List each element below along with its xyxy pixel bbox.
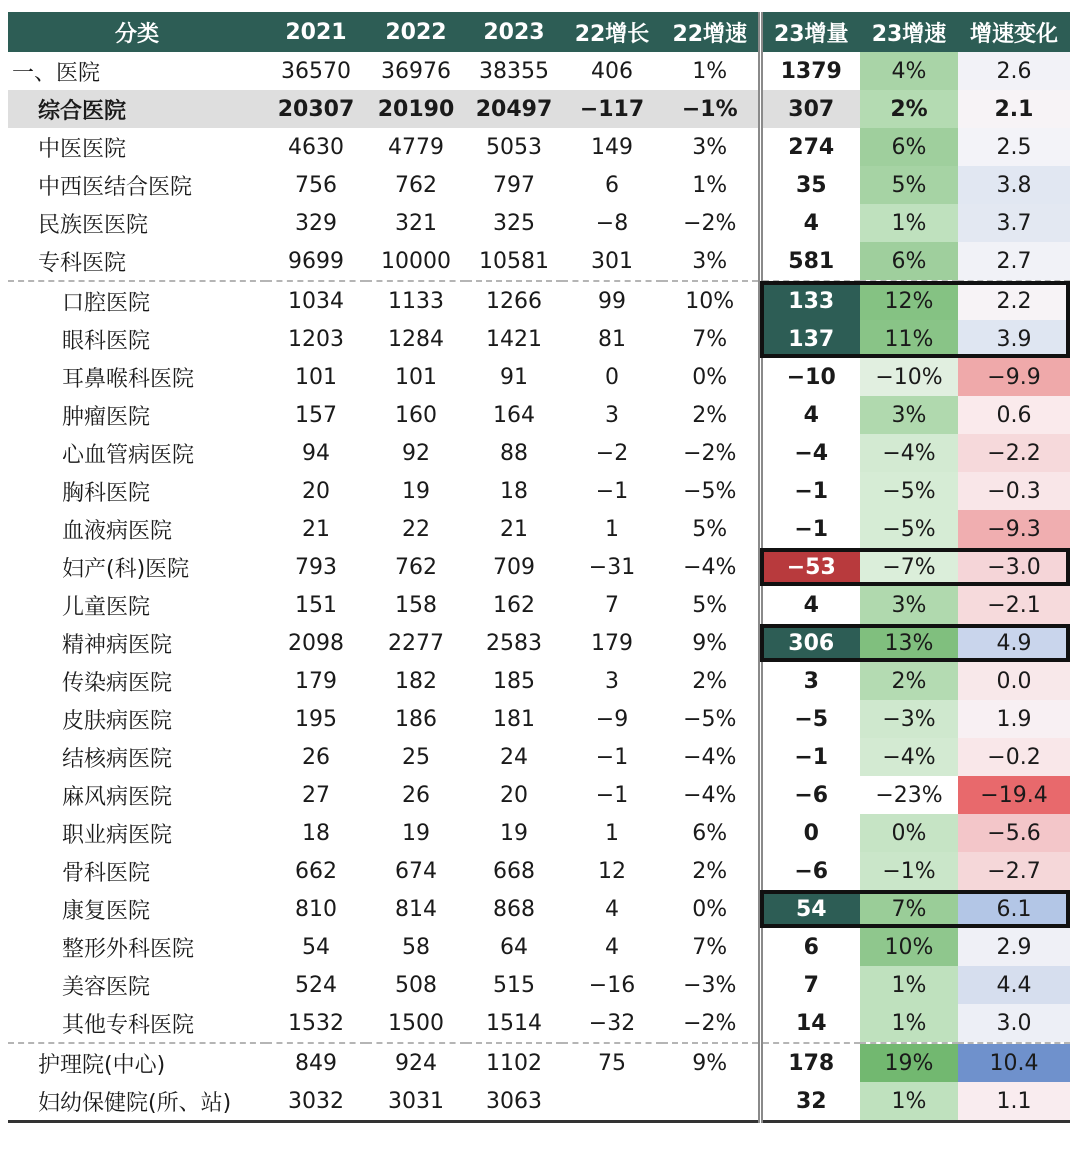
table-row	[8, 1082, 1070, 1122]
increment-23-cell: −6	[760, 852, 860, 890]
rate-23-cell: 13%	[860, 624, 958, 662]
category-cell: 精神病医院	[62, 632, 173, 658]
value-2023-cell: 21	[500, 516, 528, 542]
value-2023-cell: 709	[493, 554, 535, 580]
rate-23-cell: −1%	[860, 852, 958, 890]
value-2021-cell: 151	[295, 592, 337, 618]
table-row	[8, 624, 1070, 662]
category-cell: 民族医医院	[38, 212, 149, 238]
value-2022-cell: 36976	[381, 58, 451, 84]
table-row	[8, 166, 1070, 204]
header-2023: 2023	[466, 12, 562, 52]
table-row	[8, 52, 1070, 90]
growth-22-cell: 4	[605, 896, 619, 922]
growth-22-cell: 3	[605, 402, 619, 428]
category-cell: 妇幼保健院(所、站)	[8, 1082, 266, 1122]
value-2023-cell: 1514	[466, 1004, 562, 1043]
table-row	[8, 1043, 1070, 1082]
rate-change-cell: −3.0	[958, 548, 1070, 586]
rate-22-cell: 6%	[692, 820, 728, 846]
value-2023-cell: 1102	[486, 1050, 542, 1076]
value-2022-cell: 508	[395, 972, 437, 998]
growth-22-cell: −8	[595, 210, 629, 236]
value-2022-cell: 2277	[388, 630, 444, 656]
rate-22-cell: −4%	[683, 554, 737, 580]
category-cell: 职业病医院	[62, 822, 173, 848]
rate-23-cell: 2%	[860, 662, 958, 700]
rate-change-cell: 3.0	[958, 1004, 1070, 1043]
growth-22-cell: 0	[605, 364, 619, 390]
value-2022-cell: 158	[395, 592, 437, 618]
rate-change-cell: 2.7	[958, 242, 1070, 281]
value-2021-cell: 54	[302, 934, 330, 960]
rate-22-cell: 2%	[692, 858, 728, 884]
category-cell: 耳鼻喉科医院	[62, 366, 195, 392]
growth-22-cell: 179	[591, 630, 633, 656]
growth-22-cell: −117	[562, 90, 662, 128]
increment-23-cell: 3	[760, 662, 860, 700]
increment-23-cell: 4	[760, 204, 860, 242]
rate-22-cell: −2%	[683, 210, 737, 236]
value-2023-cell: 185	[493, 668, 535, 694]
value-2023-cell: 164	[493, 402, 535, 428]
value-2022-cell: 22	[402, 516, 430, 542]
rate-22-cell: −3%	[683, 972, 737, 998]
value-2022-cell: 26	[402, 782, 430, 808]
growth-22-cell: −2	[595, 440, 629, 466]
table-row	[8, 281, 1070, 320]
table-row	[8, 90, 1070, 128]
rate-23-cell: 1%	[860, 1004, 958, 1043]
rate-change-cell: −2.7	[958, 852, 1070, 890]
category-cell: 血液病医院	[62, 518, 173, 544]
value-2021-cell: 329	[295, 210, 337, 236]
rate-23-cell: 11%	[860, 320, 958, 358]
value-2023-cell: 2583	[486, 630, 542, 656]
value-2023-cell: 868	[493, 896, 535, 922]
category-cell: 皮肤病医院	[62, 708, 173, 734]
category-cell: 妇产(科)医院	[62, 556, 190, 582]
value-2023-cell: 668	[493, 858, 535, 884]
rate-23-cell: 7%	[860, 890, 958, 928]
value-2021-cell: 1034	[288, 288, 344, 314]
value-2021-cell: 20307	[266, 90, 366, 128]
table-row	[8, 928, 1070, 966]
rate-23-cell: 3%	[860, 586, 958, 624]
value-2021-cell: 157	[295, 402, 337, 428]
growth-22-cell: −1	[595, 744, 629, 770]
rate-23-cell: 5%	[860, 166, 958, 204]
value-2022-cell: 674	[395, 858, 437, 884]
table-row	[8, 510, 1070, 548]
growth-22-cell: 7	[605, 592, 619, 618]
rate-22-cell: −4%	[683, 782, 737, 808]
table-row	[8, 586, 1070, 624]
value-2022-cell: 321	[395, 210, 437, 236]
rate-change-cell: −9.9	[958, 358, 1070, 396]
value-2023-cell: 1421	[486, 326, 542, 352]
value-2021-cell: 810	[295, 896, 337, 922]
value-2021-cell: 101	[295, 364, 337, 390]
rate-22-cell: −1%	[662, 90, 760, 128]
increment-23-cell: 4	[760, 586, 860, 624]
rate-change-cell: −2.2	[958, 434, 1070, 472]
growth-22-cell: 4	[605, 934, 619, 960]
header-2021: 2021	[266, 12, 366, 52]
value-2023-cell: 91	[500, 364, 528, 390]
table-row	[8, 548, 1070, 586]
value-2023-cell: 181	[493, 706, 535, 732]
table-row	[8, 890, 1070, 928]
value-2022-cell: 20190	[366, 90, 466, 128]
value-2022-cell: 762	[395, 172, 437, 198]
increment-23-cell: −1	[760, 738, 860, 776]
value-2021-cell: 26	[302, 744, 330, 770]
category-cell: 传染病医院	[62, 670, 173, 696]
header-row	[8, 12, 1070, 52]
rate-change-cell: 3.7	[958, 204, 1070, 242]
rate-23-cell: 12%	[860, 281, 958, 320]
increment-23-cell: −1	[760, 472, 860, 510]
growth-22-cell: −9	[595, 706, 629, 732]
header-22-growth: 22增长	[562, 12, 662, 52]
category-cell: 一、医院	[12, 60, 101, 86]
rate-22-cell: 5%	[692, 592, 728, 618]
value-2023-cell: 24	[500, 744, 528, 770]
increment-23-cell: 35	[760, 166, 860, 204]
growth-22-cell: 1	[605, 820, 619, 846]
value-2022-cell: 814	[395, 896, 437, 922]
table-row	[8, 242, 1070, 281]
value-2022-cell: 182	[395, 668, 437, 694]
growth-22-cell: 3	[605, 668, 619, 694]
rate-23-cell: 1%	[860, 1082, 958, 1122]
value-2021-cell: 18	[302, 820, 330, 846]
rate-22-cell: 2%	[692, 668, 728, 694]
table-row	[8, 358, 1070, 396]
value-2023-cell: 88	[500, 440, 528, 466]
growth-22-cell: 406	[591, 58, 633, 84]
table-row	[8, 966, 1070, 1004]
rate-22-cell: 2%	[692, 402, 728, 428]
rate-23-cell: −7%	[860, 548, 958, 586]
rate-22-cell: 1%	[692, 172, 728, 198]
growth-22-cell: 75	[598, 1050, 626, 1076]
rate-change-cell: 2.6	[958, 52, 1070, 90]
value-2021-cell: 94	[302, 440, 330, 466]
rate-22-cell: 9%	[692, 630, 728, 656]
rate-22-cell: −4%	[683, 744, 737, 770]
increment-23-cell: 306	[760, 624, 860, 662]
table-row	[8, 472, 1070, 510]
value-2021-cell: 1203	[288, 326, 344, 352]
rate-22-cell: 0%	[692, 364, 728, 390]
category-cell: 肿瘤医院	[62, 404, 151, 430]
value-2022-cell: 10000	[366, 242, 466, 281]
rate-23-cell: −3%	[860, 700, 958, 738]
value-2021-cell: 849	[295, 1050, 337, 1076]
table-row	[8, 852, 1070, 890]
growth-22-cell: 81	[598, 326, 626, 352]
value-2022-cell: 92	[402, 440, 430, 466]
rate-23-cell: 6%	[860, 128, 958, 166]
rate-23-cell: −5%	[860, 510, 958, 548]
value-2023-cell: 20	[500, 782, 528, 808]
growth-22-cell: 1	[605, 516, 619, 542]
rate-22-cell: 7%	[692, 934, 728, 960]
header-category: 分类	[8, 12, 266, 52]
growth-22-cell: −31	[588, 554, 636, 580]
increment-23-cell: 178	[760, 1043, 860, 1082]
rate-22-cell	[662, 1082, 760, 1122]
header-22-rate: 22增速	[662, 12, 760, 52]
category-cell: 骨科医院	[62, 860, 151, 886]
increment-23-cell: 274	[760, 128, 860, 166]
value-2022-cell: 19	[402, 820, 430, 846]
table-row	[8, 1004, 1070, 1043]
growth-22-cell: −1	[595, 782, 629, 808]
rate-23-cell: 3%	[860, 396, 958, 434]
value-2021-cell: 756	[295, 172, 337, 198]
rate-22-cell: −5%	[683, 478, 737, 504]
table-row	[8, 738, 1070, 776]
category-cell: 其他专科医院	[8, 1004, 266, 1043]
rate-23-cell: −4%	[860, 738, 958, 776]
increment-23-cell: 54	[760, 890, 860, 928]
value-2022-cell: 25	[402, 744, 430, 770]
rate-23-cell: 1%	[860, 966, 958, 1004]
value-2021-cell: 36570	[281, 58, 351, 84]
value-2023-cell: 19	[500, 820, 528, 846]
rate-change-cell: 1.9	[958, 700, 1070, 738]
table-row	[8, 434, 1070, 472]
value-2021-cell: 4630	[288, 134, 344, 160]
increment-23-cell: 137	[760, 320, 860, 358]
increment-23-cell: −1	[760, 510, 860, 548]
table-row	[8, 814, 1070, 852]
rate-23-cell: 1%	[860, 204, 958, 242]
rate-23-cell: −10%	[860, 358, 958, 396]
rate-23-cell: 19%	[860, 1043, 958, 1082]
rate-23-cell: −4%	[860, 434, 958, 472]
value-2023-cell: 3063	[466, 1082, 562, 1122]
increment-23-cell: −10	[760, 358, 860, 396]
value-2021-cell: 27	[302, 782, 330, 808]
rate-change-cell: −19.4	[958, 776, 1070, 814]
rate-change-cell: −9.3	[958, 510, 1070, 548]
rate-22-cell: 1%	[692, 58, 728, 84]
category-cell: 儿童医院	[62, 594, 151, 620]
rate-change-cell: −2.1	[958, 586, 1070, 624]
rate-22-cell: −2%	[662, 1004, 760, 1043]
table-row	[8, 204, 1070, 242]
rate-change-cell: 0.6	[958, 396, 1070, 434]
category-cell: 口腔医院	[62, 290, 151, 316]
rate-change-cell: 3.9	[958, 320, 1070, 358]
value-2021-cell: 524	[295, 972, 337, 998]
rate-change-cell: 2.9	[958, 928, 1070, 966]
rate-23-cell: 2%	[860, 90, 958, 128]
increment-23-cell: 6	[760, 928, 860, 966]
value-2022-cell: 186	[395, 706, 437, 732]
rate-change-cell: 1.1	[958, 1082, 1070, 1122]
value-2022-cell: 19	[402, 478, 430, 504]
category-cell: 中医医院	[38, 136, 127, 162]
value-2021-cell: 195	[295, 706, 337, 732]
increment-23-cell: 1379	[760, 52, 860, 90]
value-2023-cell: 325	[493, 210, 535, 236]
growth-22-cell	[562, 1082, 662, 1122]
value-2021-cell: 662	[295, 858, 337, 884]
rate-22-cell: 5%	[692, 516, 728, 542]
value-2022-cell: 1284	[388, 326, 444, 352]
rate-23-cell: 0%	[860, 814, 958, 852]
category-cell: 麻风病医院	[62, 784, 173, 810]
rate-23-cell: −23%	[860, 776, 958, 814]
category-cell: 综合医院	[8, 90, 266, 128]
header-2022: 2022	[366, 12, 466, 52]
header-23-increment: 23增量	[760, 12, 860, 52]
value-2022-cell: 160	[395, 402, 437, 428]
rate-23-cell: −5%	[860, 472, 958, 510]
increment-23-cell: 133	[760, 281, 860, 320]
table-row	[8, 776, 1070, 814]
growth-22-cell: −32	[562, 1004, 662, 1043]
growth-22-cell: 149	[591, 134, 633, 160]
growth-22-cell: 99	[598, 288, 626, 314]
category-cell: 康复医院	[62, 898, 151, 924]
category-cell: 心血管病医院	[62, 442, 195, 468]
value-2022-cell: 3031	[366, 1082, 466, 1122]
rate-change-cell: 2.2	[958, 281, 1070, 320]
header-rate-change: 增速变化	[958, 12, 1070, 52]
category-cell: 中西医结合医院	[38, 174, 193, 200]
increment-23-cell: 307	[760, 90, 860, 128]
value-2021-cell: 1532	[266, 1004, 366, 1043]
value-2023-cell: 20497	[466, 90, 562, 128]
increment-23-cell: −53	[760, 548, 860, 586]
rate-22-cell: 3%	[662, 242, 760, 281]
value-2023-cell: 162	[493, 592, 535, 618]
rate-22-cell: −2%	[683, 440, 737, 466]
value-2021-cell: 9699	[266, 242, 366, 281]
category-cell: 护理院(中心)	[38, 1052, 166, 1078]
rate-change-cell: 3.8	[958, 166, 1070, 204]
value-2023-cell: 10581	[466, 242, 562, 281]
rate-23-cell: 10%	[860, 928, 958, 966]
increment-23-cell: 7	[760, 966, 860, 1004]
value-2021-cell: 21	[302, 516, 330, 542]
value-2021-cell: 179	[295, 668, 337, 694]
value-2022-cell: 1500	[366, 1004, 466, 1043]
increment-23-cell: 14	[760, 1004, 860, 1043]
value-2022-cell: 1133	[388, 288, 444, 314]
increment-23-cell: 581	[760, 242, 860, 281]
rate-23-cell: 6%	[860, 242, 958, 281]
rate-change-cell: −0.2	[958, 738, 1070, 776]
increment-23-cell: 4	[760, 396, 860, 434]
rate-change-cell: −5.6	[958, 814, 1070, 852]
rate-change-cell: 4.4	[958, 966, 1070, 1004]
value-2023-cell: 38355	[479, 58, 549, 84]
value-2021-cell: 3032	[266, 1082, 366, 1122]
value-2023-cell: 5053	[486, 134, 542, 160]
category-cell: 眼科医院	[62, 328, 151, 354]
growth-22-cell: 12	[598, 858, 626, 884]
rate-change-cell: 10.4	[958, 1043, 1070, 1082]
value-2023-cell: 797	[493, 172, 535, 198]
table-row	[8, 700, 1070, 738]
hospital-statistics-table	[8, 12, 1070, 1123]
rate-change-cell: −0.3	[958, 472, 1070, 510]
category-cell: 专科医院	[8, 242, 266, 281]
category-cell: 结核病医院	[62, 746, 173, 772]
table-row	[8, 320, 1070, 358]
rate-change-cell: 2.1	[958, 90, 1070, 128]
value-2022-cell: 4779	[388, 134, 444, 160]
value-2021-cell: 2098	[288, 630, 344, 656]
rate-change-cell: 4.9	[958, 624, 1070, 662]
rate-22-cell: 10%	[685, 288, 735, 314]
value-2023-cell: 1266	[486, 288, 542, 314]
rate-change-cell: 6.1	[958, 890, 1070, 928]
value-2022-cell: 762	[395, 554, 437, 580]
rate-22-cell: −5%	[683, 706, 737, 732]
value-2021-cell: 793	[295, 554, 337, 580]
increment-23-cell: 0	[760, 814, 860, 852]
growth-22-cell: −1	[595, 478, 629, 504]
value-2022-cell: 101	[395, 364, 437, 390]
increment-23-cell: 32	[760, 1082, 860, 1122]
growth-22-cell: 301	[562, 242, 662, 281]
growth-22-cell: 6	[605, 172, 619, 198]
rate-23-cell: 4%	[860, 52, 958, 90]
value-2022-cell: 924	[395, 1050, 437, 1076]
value-2023-cell: 515	[493, 972, 535, 998]
value-2022-cell: 58	[402, 934, 430, 960]
increment-23-cell: −5	[760, 700, 860, 738]
header-23-rate: 23增速	[860, 12, 958, 52]
increment-23-cell: −6	[760, 776, 860, 814]
value-2023-cell: 18	[500, 478, 528, 504]
rate-22-cell: 0%	[692, 896, 728, 922]
table-row	[8, 396, 1070, 434]
increment-23-cell: −4	[760, 434, 860, 472]
value-2021-cell: 20	[302, 478, 330, 504]
rate-change-cell: 2.5	[958, 128, 1070, 166]
rate-22-cell: 3%	[692, 134, 728, 160]
growth-22-cell: −16	[588, 972, 636, 998]
value-2023-cell: 64	[500, 934, 528, 960]
rate-22-cell: 7%	[692, 326, 728, 352]
category-cell: 美容医院	[62, 974, 151, 1000]
table-row	[8, 128, 1070, 166]
rate-change-cell: 0.0	[958, 662, 1070, 700]
category-cell: 整形外科医院	[62, 936, 195, 962]
rate-22-cell: 9%	[692, 1050, 728, 1076]
category-cell: 胸科医院	[62, 480, 151, 506]
table-row	[8, 662, 1070, 700]
